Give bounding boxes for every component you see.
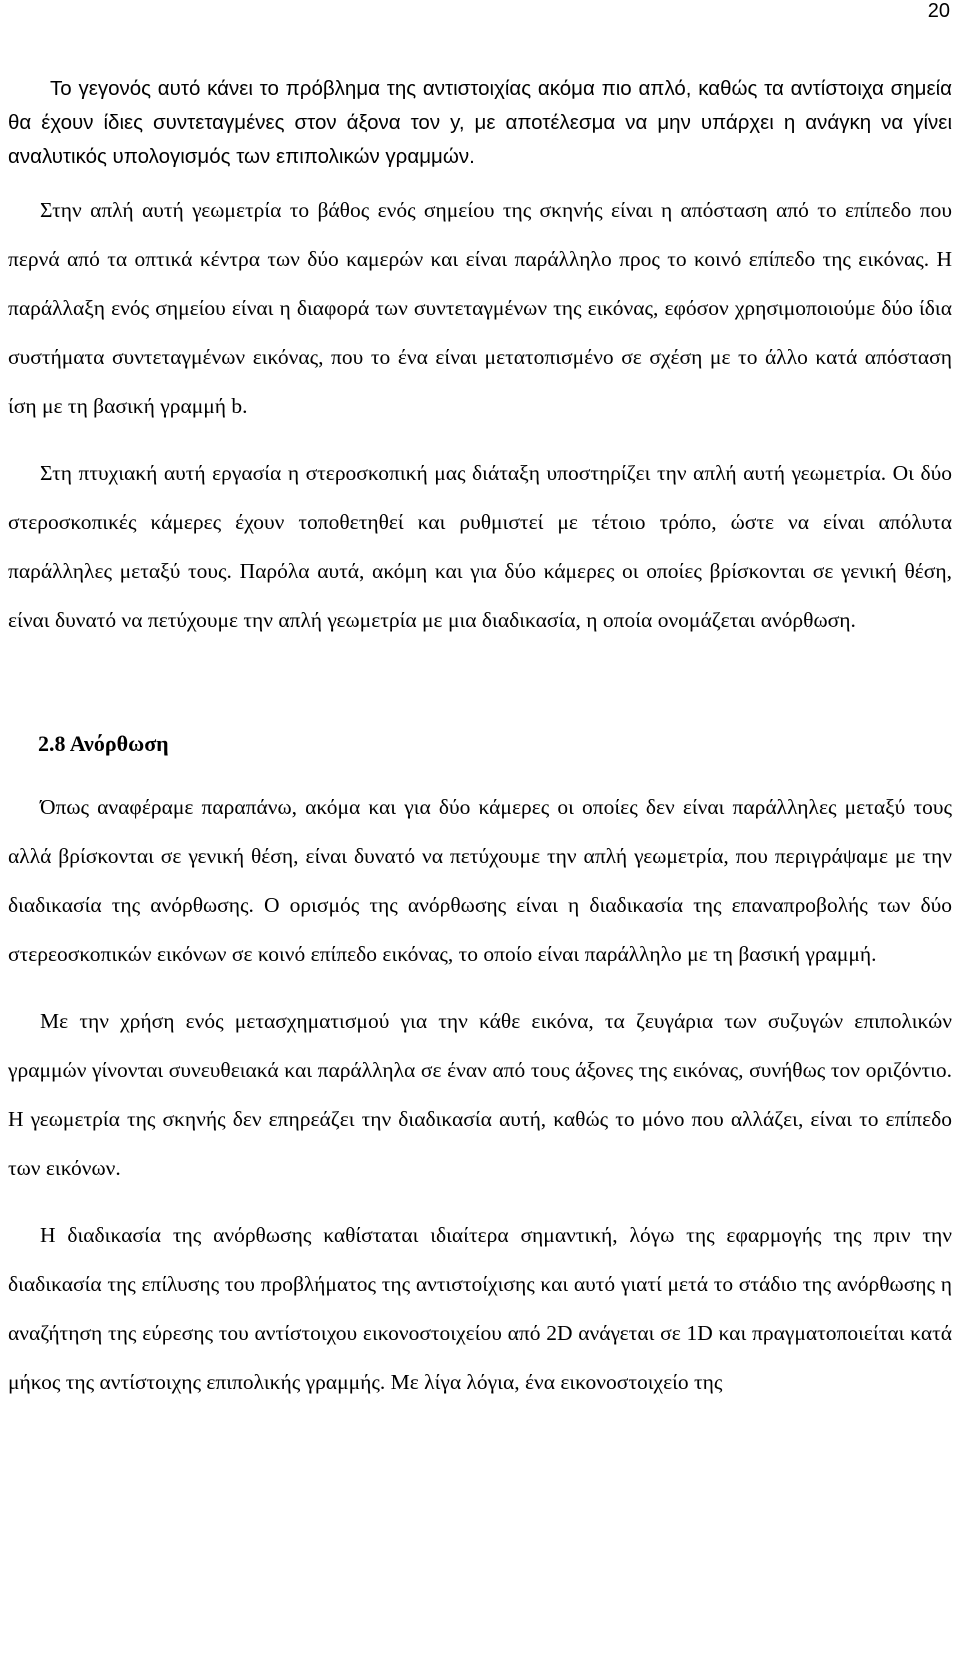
paragraph-1: Το γεγονός αυτό κάνει το πρόβλημα της αντιστοιχίας ακόμα πιο απλό, καθώς τα αντίστοιχα σημεία θα έχουν ίδιες συντεταγμένες στον άξονα τον y, με αποτέλεσμα να μην υπάρχει η ανάγκη να γίνει αναλυτικός υπολογισμός των επιπολικών γραμμών. [8, 77, 952, 168]
page-number: 20 [927, 0, 950, 22]
paragraph-2: Στην απλή αυτή γεωμετρία το βάθος ενός σημείου της σκηνής είναι η απόσταση από το επίπεδο που περνά από τα οπτικά κέντρα των δύο καμερών και είναι παράλληλο προς το κοινό επίπεδο της εικόνας. Η παράλλαξη ενός σημείου είναι η διαφορά των συντεταγμένων της εικόνας, εφόσον χρησιμοποιούμε δύο ίδια συστήματα συντεταγμένων εικόνας, που το ένα είναι μετατοπισμένο σε σχέση με το άλλο κατά απόσταση ίση με τη βασική γραμμή b. [8, 198, 952, 418]
paragraph-3: Στη πτυχιακή αυτή εργασία η στεροσκοπική μας διάταξη υποστηρίζει την απλή αυτή γεωμετρία. Οι δύο στεροσκοπικές κάμερες έχουν τοποθετηθεί και ρυθμιστεί με τέτοιο τρόπο, ώστε να είναι απόλυτα παράλληλες μεταξύ τους. Παρόλα αυτά, ακόμη και για δύο κάμερες οι οποίες βρίσκονται σε γενική θέση, είναι δυνατό να πετύχουμε την απλή γεωμετρία με μια διαδικασία, η οποία ονομάζεται ανόρθωση. [8, 461, 952, 632]
paragraph-5: Με την χρήση ενός μετασχηματισμού για την κάθε εικόνα, τα ζευγάρια των συζυγών επιπολικών γραμμών γίνονται συνευθειακά και παράλληλα σε έναν από τους άξονες της εικόνας, συνήθως τον οριζόντιο. Η γεωμετρία της σκηνής δεν επηρεάζει την διαδικασία αυτή, καθώς το μόνο που αλλάζει, είναι το επίπεδο των εικόνων. [8, 1009, 952, 1180]
paragraph-6: Η διαδικασία της ανόρθωσης καθίσταται ιδιαίτερα σημαντική, λόγω της εφαρμογής της πριν την διαδικασία της επίλυσης του προβλήματος της αντιστοίχισης και αυτό γιατί μετά το στάδιο της ανόρθωσης η αναζήτηση της εύρεσης του αντίστοιχου εικονοστοιχείου από 2D ανάγεται σε 1D και πραγματοποιείται κατά μήκος της αντίστοιχης επιπολικής γραμμής. Με λίγα λόγια, ένα εικονοστοιχείο της [8, 1223, 952, 1394]
document-body [8, 72, 952, 1407]
paragraph-4: Όπως αναφέραμε παραπάνω, ακόμα και για δύο κάμερες οι οποίες δεν είναι παράλληλες μεταξύ τους αλλά βρίσκονται σε γενική θέση, είναι δυνατό να πετύχουμε την απλή γεωμετρία, που περιγράψαμε με την διαδικασία της ανόρθωσης. Ο ορισμός της ανόρθωσης είναι η διαδικασία της επαναπροβολής των δύο στερεοσκοπικών εικόνων σε κοινό επίπεδο εικόνας, το οποίο είναι παράλληλο με τη βασική γραμμή. [8, 795, 952, 966]
section-heading: 2.8 Ανόρθωση [38, 731, 169, 756]
